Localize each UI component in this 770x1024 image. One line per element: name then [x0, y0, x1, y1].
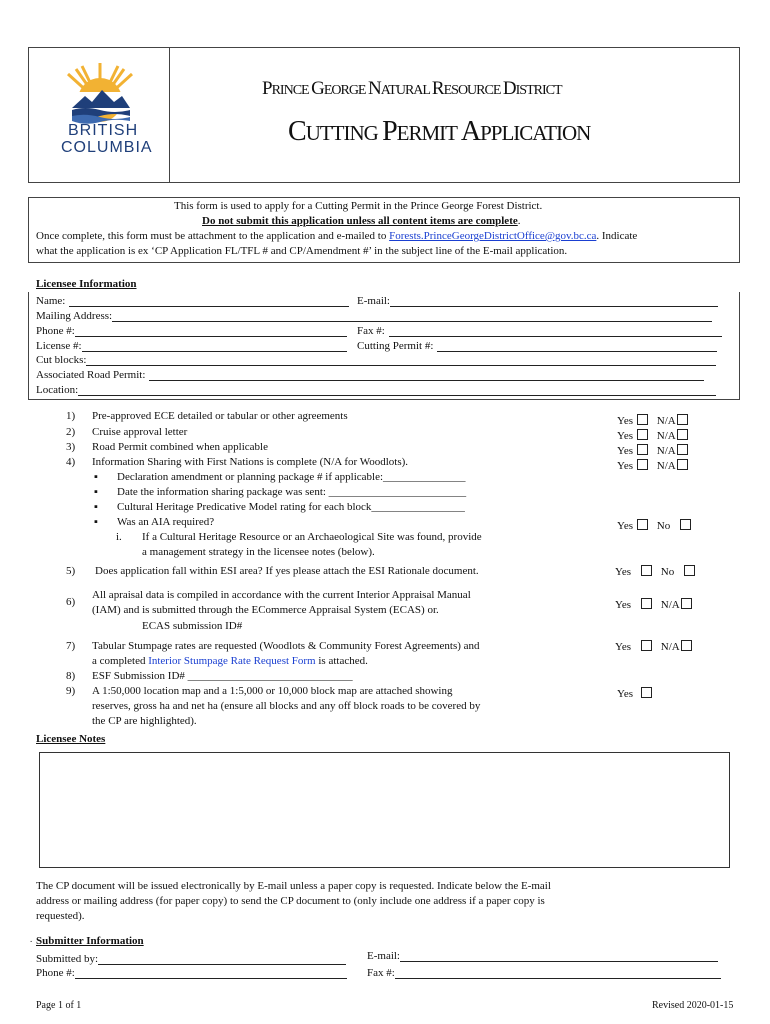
- item-9-text-3: the CP are highlighted).: [92, 715, 197, 727]
- item-6-options: Yes N/A: [615, 598, 692, 611]
- item-9-options: Yes: [617, 687, 652, 700]
- bullet-3-text[interactable]: Cultural Heritage Predicative Model rating for each block_________________: [117, 501, 465, 513]
- sub-item-i-text-2: a management strategy in the licensee notes (below).: [142, 546, 375, 558]
- item-1-text: Pre-approved ECE detailed or tabular or other agreements: [92, 410, 348, 422]
- item-9-yes-checkbox[interactable]: [641, 687, 652, 698]
- bullet-1: ▪: [94, 471, 98, 483]
- page-number: Page 1 of 1: [36, 1000, 82, 1011]
- item-1: 1): [66, 410, 76, 422]
- item-7-yes-checkbox[interactable]: [641, 640, 652, 651]
- item-7-text-2: a completed Interior Stumpage Rate Request Form is attached.: [92, 655, 368, 667]
- item-5-text: Does application fall within ESI area? If yes please attach the ESI Rationale document.: [95, 565, 479, 577]
- license-field[interactable]: License #:: [36, 340, 347, 352]
- fax-field[interactable]: Fax #:: [357, 325, 722, 337]
- item-6: 6): [66, 596, 76, 608]
- bullet-2-text[interactable]: Date the information sharing package was sent: _________________________: [117, 486, 467, 498]
- bullet-2: ▪: [94, 486, 98, 498]
- intro-line-4: what the application is ex ‘CP Application FL/TFL # and CP/Amendment #’ in the subject line of the E-mail application.: [36, 245, 568, 257]
- licensee-email-field[interactable]: E-mail:: [357, 295, 718, 307]
- item-1-yes-checkbox[interactable]: [637, 414, 648, 425]
- road-permit-field[interactable]: Associated Road Permit:: [36, 369, 704, 381]
- district-email-link[interactable]: Forests.PrinceGeorgeDistrictOffice@gov.bc.ca: [389, 230, 597, 242]
- item-6-na-checkbox[interactable]: [681, 598, 692, 609]
- district-title: PRINCE GEORGE NATURAL RESOURCE DISTRICT: [262, 78, 562, 99]
- item-1-options: Yes N/A: [617, 414, 688, 427]
- aia-no-checkbox[interactable]: [680, 519, 691, 530]
- cp-text-2: address or mailing address (for paper copy) to send the CP document to (only include one address if a paper copy is: [36, 895, 545, 907]
- licensee-heading: Licensee Information: [36, 278, 137, 290]
- sub-item-i-num: i.: [116, 531, 122, 543]
- item-4-yes-checkbox[interactable]: [637, 459, 648, 470]
- bullet-3: ▪: [94, 501, 98, 513]
- item-8-text[interactable]: ESF Submission ID# ______________________________: [92, 670, 353, 682]
- intro-line-1: This form is used to apply for a Cutting Permit in the Prince George Forest District.: [174, 200, 543, 212]
- item-9-text-2: reserves, gross ha and net ha (ensure all blocks and any off block roads to be covered by: [92, 700, 481, 712]
- location-field[interactable]: Location:: [36, 384, 716, 396]
- intro-line-3: Once complete, this form must be attachment to the application and e-mailed to Forests.PrinceGeorgeDistrictOffice@gov.bc.ca. Indicate: [36, 230, 638, 242]
- item-5-yes-checkbox[interactable]: [641, 565, 652, 576]
- intro-line-2: Do not submit this application unless all content items are complete.: [202, 215, 521, 227]
- submitter-phone-field[interactable]: Phone #:: [36, 967, 347, 979]
- cp-text-3: requested).: [36, 910, 85, 922]
- item-9: 9): [66, 685, 76, 697]
- stumpage-form-link[interactable]: Interior Stumpage Rate Request Form: [148, 655, 316, 667]
- item-4-na-checkbox[interactable]: [677, 459, 688, 470]
- item-3-options: Yes N/A: [617, 444, 688, 457]
- submitter-bullet: .: [30, 934, 33, 944]
- licensee-notes-box[interactable]: [39, 752, 730, 868]
- item-3: 3): [66, 441, 76, 453]
- form-title: CUTTING PERMIT APPLICATION: [288, 116, 591, 147]
- item-7: 7): [66, 640, 76, 652]
- item-6-text-1: All apraisal data is compiled in accordance with the current Interior Appraisal Manual: [92, 589, 471, 601]
- cutting-permit-field[interactable]: Cutting Permit #:: [357, 340, 717, 352]
- item-3-text: Road Permit combined when applicable: [92, 441, 268, 453]
- aia-yes-checkbox[interactable]: [637, 519, 648, 530]
- header-divider: [169, 47, 170, 183]
- submitter-email-field[interactable]: E-mail:: [367, 950, 718, 962]
- aia-options: Yes No: [617, 519, 691, 532]
- item-1-na-checkbox[interactable]: [677, 414, 688, 425]
- cut-blocks-field[interactable]: Cut blocks:: [36, 354, 716, 366]
- submitter-fax-field[interactable]: Fax #:: [367, 967, 721, 979]
- item-8: 8): [66, 670, 76, 682]
- logo-text-columbia: COLUMBIA: [61, 139, 153, 156]
- item-2-yes-checkbox[interactable]: [637, 429, 648, 440]
- item-4: 4): [66, 456, 76, 468]
- bc-logo-sun-icon: [40, 58, 162, 176]
- item-9-text-1: A 1:50,000 location map and a 1:5,000 or 10,000 block map are attached showing: [92, 685, 453, 697]
- bullet-4-text: Was an AIA required?: [117, 516, 215, 528]
- item-4-options: Yes N/A: [617, 459, 688, 472]
- item-2: 2): [66, 426, 76, 438]
- item-2-na-checkbox[interactable]: [677, 429, 688, 440]
- item-3-yes-checkbox[interactable]: [637, 444, 648, 455]
- revision-date: Revised 2020-01-15: [652, 1000, 734, 1011]
- ecas-id-label[interactable]: ECAS submission ID#: [142, 620, 243, 632]
- item-7-options: Yes N/A: [615, 640, 692, 653]
- phone-field[interactable]: Phone #:: [36, 325, 347, 337]
- sub-item-i-text-1: If a Cultural Heritage Resource or an Archaeological Site was found, provide: [142, 531, 482, 543]
- licensee-notes-heading: Licensee Notes: [36, 733, 106, 745]
- item-4-text: Information Sharing with First Nations is complete (N/A for Woodlots).: [92, 456, 409, 468]
- item-5-options: Yes No: [615, 565, 695, 578]
- name-field[interactable]: Name:: [36, 295, 349, 307]
- submitter-heading: Submitter Information: [36, 935, 144, 947]
- item-5-no-checkbox[interactable]: [684, 565, 695, 576]
- mailing-address-field[interactable]: Mailing Address:: [36, 310, 712, 322]
- bullet-4: ▪: [94, 516, 98, 528]
- item-7-na-checkbox[interactable]: [681, 640, 692, 651]
- item-2-options: Yes N/A: [617, 429, 688, 442]
- item-3-na-checkbox[interactable]: [677, 444, 688, 455]
- item-5: 5): [66, 565, 76, 577]
- item-6-yes-checkbox[interactable]: [641, 598, 652, 609]
- bc-logo: [40, 58, 162, 176]
- item-6-text-2: (IAM) and is submitted through the ECommerce Appraisal System (ECAS) or.: [92, 604, 439, 616]
- logo-text-british: BRITISH: [68, 122, 139, 139]
- submitted-by-field[interactable]: Submitted by:: [36, 953, 346, 965]
- bullet-1-text[interactable]: Declaration amendment or planning package # if applicable:_______________: [117, 471, 466, 483]
- cp-text-1: The CP document will be issued electronically by E-mail unless a paper copy is requested. Indicate below the E-mail: [36, 880, 551, 892]
- item-2-text: Cruise approval letter: [92, 426, 188, 438]
- item-7-text-1: Tabular Stumpage rates are requested (Woodlots & Community Forest Agreements) and: [92, 640, 480, 652]
